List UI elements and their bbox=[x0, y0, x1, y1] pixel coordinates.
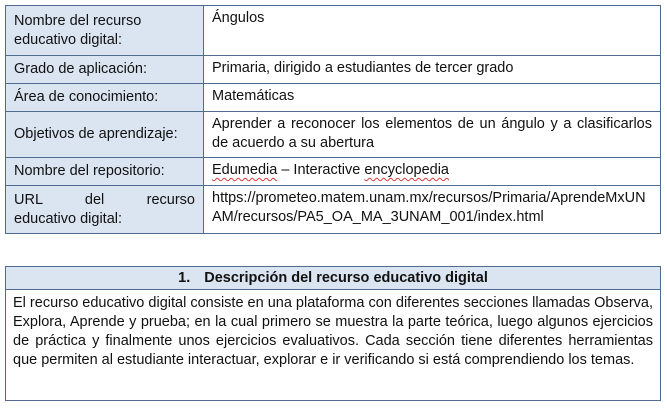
table-row bbox=[6, 267, 661, 290]
repository-name-part3: encyclopedia bbox=[364, 162, 449, 178]
table-row bbox=[6, 186, 661, 234]
resource-name-value: Ángulos bbox=[204, 6, 661, 56]
resource-url-label bbox=[6, 186, 204, 234]
table-row bbox=[6, 290, 661, 401]
description-text: El recurso educativo digital consiste en una plataforma con diferentes secciones llamadas Observa, Explora, Aprende y prueba; en la cual primero se muestra la parte teórica, luego algunos ejercicios de práctica y finalmente unos ejercicios evaluativos. Cada sección tiene diferentes herramientas que permiten al estudiante interactuar, explorar e ir verificando si está comprendiendo los temas. bbox=[6, 290, 661, 401]
table-row bbox=[6, 6, 661, 56]
table-row bbox=[6, 56, 661, 84]
resource-url-label-line2: educativo digital: bbox=[14, 210, 123, 227]
knowledge-area-label: Área de conocimiento: bbox=[6, 84, 204, 112]
description-number: 1. bbox=[178, 270, 191, 286]
repository-name-part2: – Interactive bbox=[277, 162, 365, 178]
table-row bbox=[6, 112, 661, 158]
grade-value: Primaria, dirigido a estudiantes de tercer grado bbox=[204, 56, 661, 84]
description-title: Descripción del recurso educativo digital bbox=[204, 270, 488, 286]
resource-url-label-line1: URL del recurso bbox=[14, 191, 195, 208]
table-row bbox=[6, 84, 661, 112]
grade-label: Grado de aplicación: bbox=[6, 56, 204, 84]
learning-objectives-label: Objetivos de aprendizaje: bbox=[6, 112, 204, 158]
resource-url-value[interactable]: https://prometeo.matem.unam.mx/recursos/Primaria/AprendeMxUNAM/recursos/PA5_OA_MA_3UNAM_001/index.html bbox=[204, 186, 661, 234]
table-row bbox=[6, 158, 661, 186]
repository-name-label: Nombre del repositorio: bbox=[6, 158, 204, 186]
learning-objectives-value: Aprender a reconocer los elementos de un ángulo y a clasificarlos de acuerdo a su abertura bbox=[204, 112, 661, 158]
resource-name-label: Nombre del recurso educativo digital: bbox=[6, 6, 204, 56]
resource-info-table bbox=[5, 5, 661, 234]
knowledge-area-value: Matemáticas bbox=[204, 84, 661, 112]
description-table bbox=[5, 266, 661, 401]
description-heading bbox=[6, 267, 661, 290]
repository-name-value bbox=[204, 158, 661, 186]
repository-name-part1: Edumedia bbox=[212, 162, 278, 178]
